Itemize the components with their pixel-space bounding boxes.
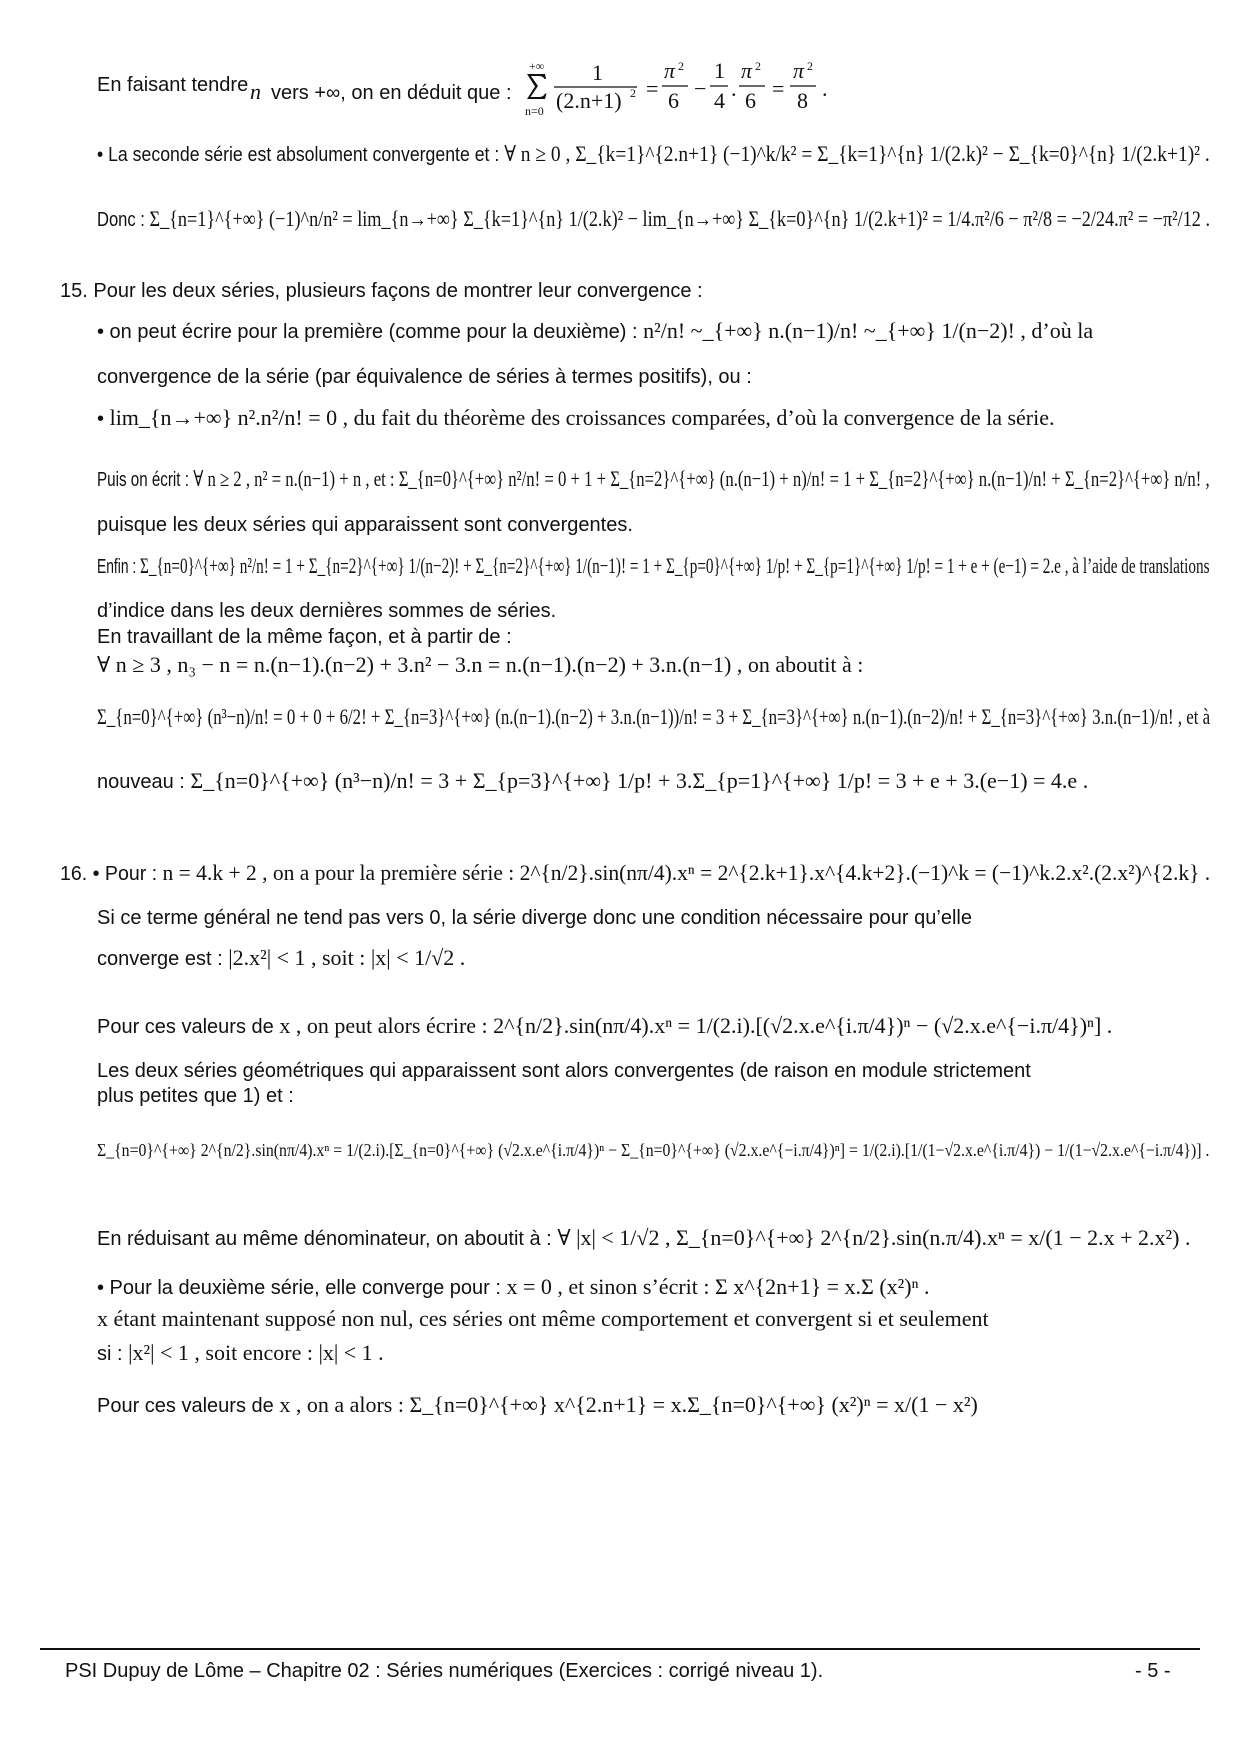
line-21: plus petites que 1) et : (97, 1085, 294, 1107)
svg-text:2: 2 (755, 59, 761, 73)
line-27: Pour ces valeurs de x , on a alors : Σ_{n=0}^{+∞} x^{2.n+1} = x.Σ_{n=0}^{+∞} (x²)ⁿ = x/(1 − x²) (97, 1392, 978, 1417)
svg-text:π: π (664, 58, 676, 83)
svg-text:2: 2 (630, 86, 636, 100)
svg-text:(2.n+1): (2.n+1) (556, 88, 622, 113)
line-23: En réduisant au même dénominateur, on aboutit à : ∀ |x| < 1/√2 , Σ_{n=0}^{+∞} 2^{n/2}.sin(n.π/4).xⁿ = x/(1 − 2.x + 2.x²) . (97, 1225, 1191, 1250)
line-6: convergence de la série (par équivalence de séries à termes positifs), ou : (97, 366, 752, 388)
line-3: Donc : Σ_{n=1}^{+∞} (−1)^n/n² = lim_{n→+∞} Σ_{k=1}^{n} 1/(2.k)² − lim_{n→+∞} Σ_{k=0}^{n} 1/(2.k+1)² = 1/4.π²/6 − π²/8 = −2/24.π² = −π²/12 . (97, 206, 1211, 231)
svg-text:π: π (793, 58, 805, 83)
svg-text:6: 6 (668, 88, 679, 113)
line-15: nouveau : Σ_{n=0}^{+∞} (n³−n)/n! = 3 + Σ_{p=3}^{+∞} 1/p! + 3.Σ_{p=1}^{+∞} 1/p! = 3 + e + 3.(e−1) = 4.e . (97, 768, 1089, 793)
svg-text:n=0: n=0 (525, 104, 544, 118)
line-17: Si ce terme général ne tend pas vers 0, la série diverge donc une condition nécessaire pour qu’elle (97, 907, 972, 929)
svg-text:=: = (646, 76, 659, 101)
svg-text:.: . (731, 76, 737, 101)
svg-text:π: π (741, 58, 753, 83)
svg-text:+∞: +∞ (529, 59, 545, 73)
page-number: - 5 - (1135, 1660, 1171, 1682)
svg-text:1: 1 (714, 58, 725, 83)
line-7: • lim_{n→+∞} n².n²/n! = 0 , du fait du théorème des croissances comparées, d’où la convergence de la série. (97, 405, 1055, 430)
svg-text:.: . (822, 76, 828, 101)
line-12: En travaillant de la même façon, et à partir de : (97, 626, 512, 648)
line-18: converge est : |2.x²| < 1 , soit : |x| < 1/√2 . (97, 945, 466, 970)
line-25: x étant maintenant supposé non nul, ces séries ont même comportement et convergent si et seulement (97, 1306, 989, 1331)
line-19: Pour ces valeurs de x , on peut alors écrire : 2^{n/2}.sin(nπ/4).xⁿ = 1/(2.i).[(√2.x.e^{i.π/4})ⁿ − (√2.x.e^{−i.π/4})ⁿ] . (97, 1013, 1113, 1038)
svg-text:6: 6 (745, 88, 756, 113)
line-16: 16. • Pour : n = 4.k + 2 , on a pour la première série : 2^{n/2}.sin(nπ/4).xⁿ = 2^{2.k+1}.x^{4.k+2}.(−1)^k = (−1)^k.2.x².(2.x²)^{2.k} . (60, 860, 1211, 885)
svg-text:=: = (772, 76, 785, 101)
svg-text:−: − (694, 76, 707, 101)
eq-line-1 (250, 58, 828, 118)
line-14: Σ_{n=0}^{+∞} (n³−n)/n! = 0 + 0 + 6/2! + Σ_{n=3}^{+∞} (n.(n−1).(n−2) + 3.n.(n−1))/n! = 3 + Σ_{n=3}^{+∞} n.(n−1).(n−2)/n! + Σ_{n=3}^{+∞} 3.n.(n−1)/n! , et à (97, 704, 1211, 729)
line-4: 15. Pour les deux séries, plusieurs façons de montrer leur convergence : (60, 280, 703, 302)
footer-title: PSI Dupuy de Lôme – Chapitre 02 : Séries numériques (Exercices : corrigé niveau 1). (65, 1660, 824, 1682)
line-5: • on peut écrire pour la première (comme pour la deuxième) : n²/n! ~_{+∞} n.(n−1)/n! ~_{+∞} 1/(n−2)! , d’où la (97, 318, 1094, 343)
line-8: Puis on écrit : ∀ n ≥ 2 , n² = n.(n−1) + n , et : Σ_{n=0}^{+∞} n²/n! = 0 + 1 + Σ_{n=2}^{+∞} (n.(n−1) + n)/n! = 1 + Σ_{n=2}^{+∞} n.(n−1)/n! + Σ_{n=2}^{+∞} n/n! , (97, 466, 1210, 491)
line-22: Σ_{n=0}^{+∞} 2^{n/2}.sin(nπ/4).xⁿ = 1/(2.i).[Σ_{n=0}^{+∞} (√2.x.e^{i.π/4})ⁿ − Σ_{n=0}^{+∞} (√2.x.e^{−i.π/4})ⁿ] = 1/(2.i).[1/(1−√2.x.e^{i.π/4}) − 1/(1−√2.x.e^{−i.π/4})] . (97, 1140, 1210, 1160)
line-10: Enfin : Σ_{n=0}^{+∞} n²/n! = 1 + Σ_{n=2}^{+∞} 1/(n−2)! + Σ_{n=2}^{+∞} 1/(n−1)! = 1 + Σ_{p=0}^{+∞} 1/p! + Σ_{p=1}^{+∞} 1/p! = 1 + e + (e−1) = 2.e , à l’aide de translations (97, 553, 1210, 578)
footer-divider (40, 1648, 1200, 1650)
svg-text:vers +∞, on en déduit que :: vers +∞, on en déduit que : (271, 82, 512, 104)
line-1: En faisant tendre (97, 74, 249, 96)
line-26: si : |x²| < 1 , soit encore : |x| < 1 . (97, 1340, 384, 1365)
svg-text:4: 4 (714, 88, 725, 113)
line-20: Les deux séries géométriques qui apparaissent sont alors convergentes (de raison en module strictement (97, 1060, 1031, 1082)
line-11: d’indice dans les deux dernières sommes de séries. (97, 600, 557, 622)
line-2: • La seconde série est absolument convergente et : ∀ n ≥ 0 , Σ_{k=1}^{2.n+1} (−1)^k/k² = Σ_{k=1}^{n} 1/(2.k)² − Σ_{k=0}^{n} 1/(2.k+1)² . (97, 141, 1210, 166)
line-24: • Pour la deuxième série, elle converge pour : x = 0 , et sinon s’écrit : Σ x^{2n+1} = x.Σ (x²)ⁿ . (97, 1274, 930, 1299)
svg-text:2: 2 (678, 59, 684, 73)
line-13: ∀ n ≥ 3 , n₃ − n = n.(n−1).(n−2) + 3.n² − 3.n = n.(n−1).(n−2) + 3.n.(n−1) , on aboutit à : (97, 652, 864, 677)
svg-text:n: n (250, 79, 261, 104)
svg-text:1: 1 (592, 60, 603, 85)
line-9: puisque les deux séries qui apparaissent sont convergentes. (97, 514, 633, 536)
svg-text:8: 8 (797, 88, 808, 113)
svg-text:2: 2 (807, 59, 813, 73)
